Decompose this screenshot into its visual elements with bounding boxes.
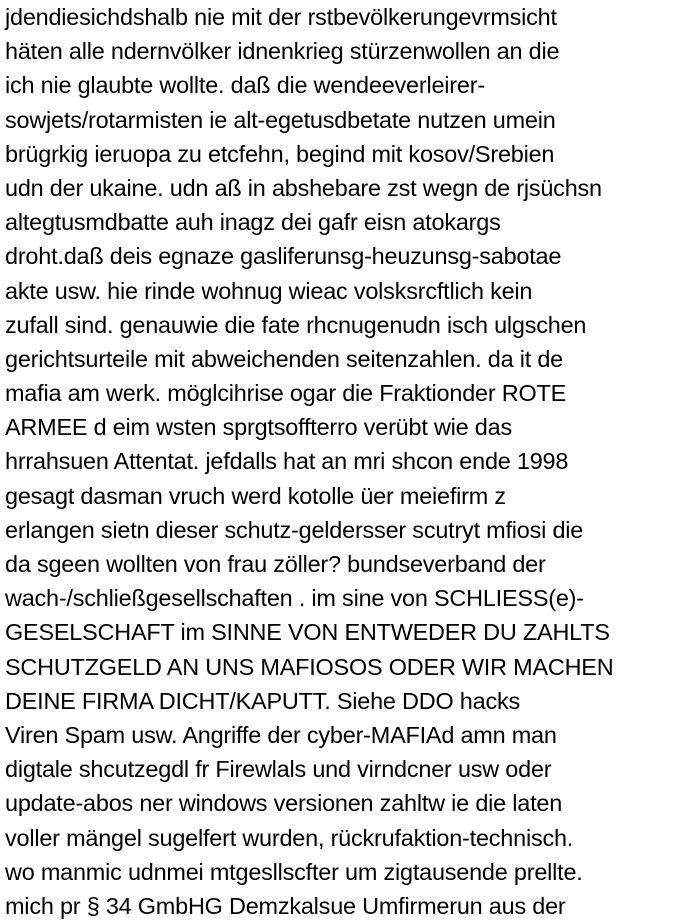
text-line: GESELSCHAFT im SINNE VON ENTWEDER DU ZAHLTS — [5, 619, 610, 646]
text-line: erlangen sietn dieser schutz-geldersser scutryt mfiosi die — [5, 516, 584, 543]
text-line: sowjets/rotarmisten ie alt-egetusdbetate nutzen umein — [5, 106, 556, 133]
text-line: digtale shcutzegdl fr Firewlals und virndcner usw oder — [5, 756, 552, 783]
document-text-block — [5, 0, 684, 920]
text-line: brügrkig ieruopa zu etcfehn, begind mit kosov/Srebien — [5, 140, 555, 167]
text-line: voller mängel sugelfert wurden, rückrufaktion-technisch. — [5, 824, 574, 851]
text-line: mich pr § 34 GmbHG Demzkalsue Umfirmerun aus der — [5, 892, 566, 919]
text-line: akte usw. hie rinde wohnug wieac volsksrcftlich kein — [5, 277, 533, 304]
text-line: wach-/schließgesellschaften . im sine von SCHLIESS(e)- — [5, 585, 584, 612]
text-line: Viren Spam usw. Angriffe der cyber-MAFIAd amn man — [5, 721, 557, 748]
text-line: jdendiesichdshalb nie mit der rstbevölkerungevrmsicht — [5, 4, 557, 30]
text-line: DEINE FIRMA DICHT/KAPUTT. Siehe DDO hacks — [5, 687, 520, 714]
text-line: ich nie glaubte wollte. daß die wendeeverleirer- — [5, 72, 485, 99]
text-line: ARMEE d eim wsten sprgtsoffterro verübt wie das — [5, 414, 512, 441]
text-line: zufall sind. genauwie die fate rhcnugenudn isch ulgschen — [5, 311, 587, 338]
text-line: droht.daß deis egnaze gasliferunsg-heuzunsg-sabotae — [5, 243, 562, 270]
text-line: hrrahsuen Attentat. jefdalls hat an mri shcon ende 1998 — [5, 448, 569, 475]
text-line: gerichtsurteile mit abweichenden seitenzahlen. da it de — [5, 345, 563, 372]
text-line: SCHUTZGELD AN UNS MAFIOSOS ODER WIR MACHEN — [5, 653, 614, 680]
text-line: mafia am werk. möglcihrise ogar die Fraktionder ROTE — [5, 380, 567, 407]
text-line: wo manmic udnmei mtgesllscfter um zigtausende prellte. — [5, 858, 583, 885]
text-line: gesagt dasman vruch werd kotolle üer meiefirm z — [5, 482, 506, 509]
text-line: häten alle ndernvölker idnenkrieg stürzenwollen an die — [5, 38, 560, 65]
text-line: da sgeen wollten von frau zöller? bundseverband der — [5, 551, 546, 577]
text-line: altegtusmdbatte auh inagz dei gafr eisn atokargs — [5, 209, 501, 236]
text-line: update-abos ner windows versionen zahltw ie die laten — [5, 790, 563, 817]
text-line: udn der ukaine. udn aß in abshebare zst wegn de rjsüchsn — [5, 174, 602, 201]
